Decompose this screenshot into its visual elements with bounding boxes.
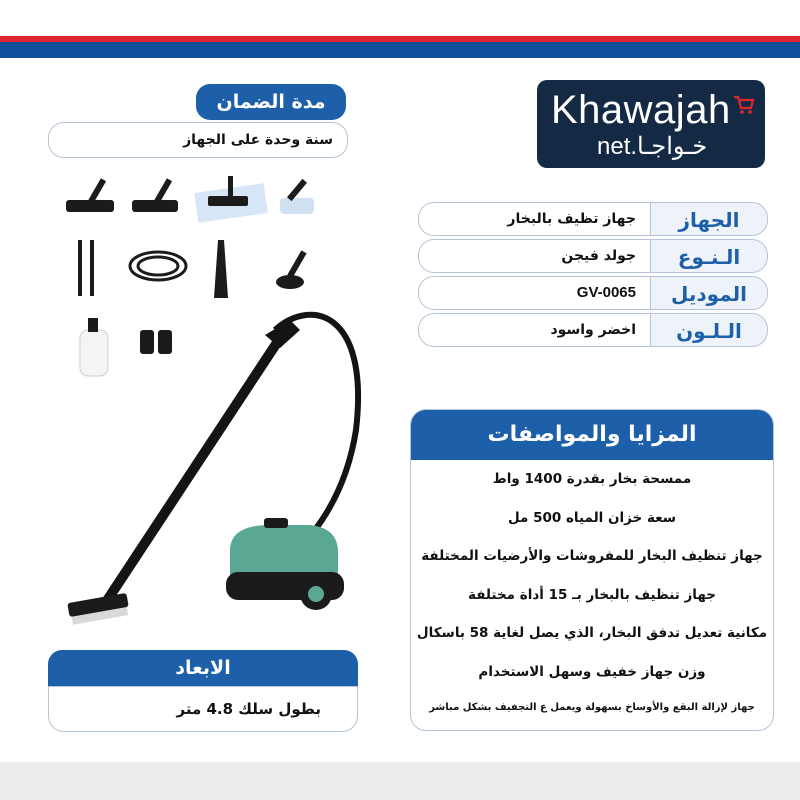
warranty-value: سنة وحدة على الجهاز [48,122,348,158]
hose [130,252,186,280]
spec-row-device [418,202,768,236]
bottom-band [0,762,800,800]
top-blue-stripe [0,42,800,58]
spec-value: GV-0065 [418,276,650,310]
features-title: المزايا والمواصفات [411,410,773,460]
window-tool [280,179,314,214]
floor-brush-2 [132,178,178,212]
spec-label: الموديل [650,276,768,310]
feature-item: جهاز تنظيف البخار للمفروشات والأرضيات المختلفة [421,548,763,564]
dimensions-title: الابعاد [48,650,358,686]
steamer-floor-head [67,593,129,625]
feature-item: ممسحة بخار بقدرة 1400 واط [492,471,692,487]
spec-label: الـنـوع [650,239,768,273]
steam-cleaner-image [60,290,380,640]
feature-item: سعة خزان المياه 500 مل [507,509,677,526]
floor-brush-1 [66,178,114,212]
brand-name: Khawajah [551,88,731,132]
warranty-title: مدة الضمان [196,84,346,120]
spec-label: الجهاز [650,202,768,236]
cart-icon [733,94,755,116]
features-panel [410,409,774,731]
spec-value: جهاز تظيف بالبخار [418,202,650,236]
feature-item: جهاز لإزالة البقع والأوساخ بسهولة ويعمل ع التجفيف بشكل مباشر [429,702,755,713]
spec-row-model [418,276,768,310]
feature-item: جهاز تنظيف بالبخار بـ 15 أداة مختلفة [468,586,716,603]
brand-arabic: خـواجـا [637,133,708,160]
brand-logo[interactable] [537,80,765,168]
spec-row-color [418,313,768,347]
extension-tubes [78,240,94,296]
dimensions-value: بطول سلك 4.8 متر [48,686,358,732]
brand-tld: .net [597,133,638,160]
spec-value: اخضر واسود [418,313,650,347]
spec-label: الـلـون [650,313,768,347]
steamer-body [226,518,344,610]
mop-head [194,176,267,223]
brand-subtitle [597,132,707,161]
feature-item: مكانية تعديل تدفق البخار، الذي يصل لغاية 58 باسكال [416,625,768,641]
spec-row-type [418,239,768,273]
feature-item: وزن جهاز خفيف وسهل الاستخدام [478,663,706,680]
spec-table [418,202,768,350]
spec-value: جولد فيجن [418,239,650,273]
round-brush [276,250,307,289]
